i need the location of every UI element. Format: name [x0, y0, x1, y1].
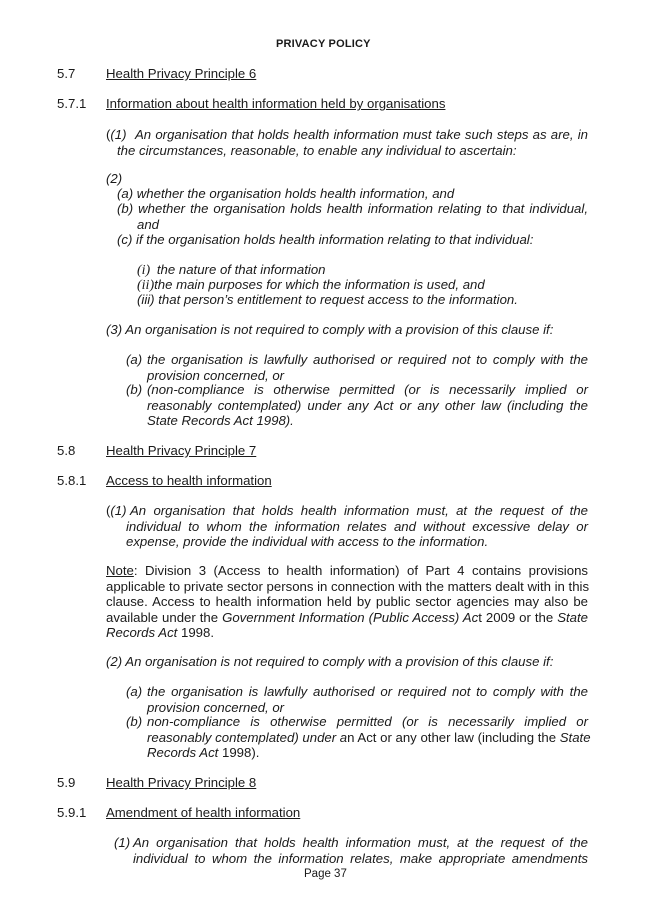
- list-number: (b): [126, 382, 143, 397]
- paragraph-line: [106, 625, 588, 641]
- note-text: available under the: [106, 609, 223, 625]
- clause-paragraph: [126, 503, 588, 550]
- list-text: reasonably contemplated) under a: [147, 729, 348, 745]
- section-number: 5.8: [57, 443, 76, 458]
- act-title: Records Act: [147, 745, 219, 760]
- sub-item-text: the main purposes for which the information is used, and: [154, 277, 485, 292]
- paragraph-line: (non-compliance is otherwise permitted (or is necessarily implied or: [147, 382, 588, 397]
- list-item: [147, 382, 588, 429]
- list-item: (a) whether the organisation holds health information, and: [117, 186, 455, 201]
- list-text: 1998).: [218, 745, 260, 760]
- page-header: PRIVACY POLICY: [276, 38, 371, 50]
- clause-paragraph: (3) An organisation is not required to comply with a provision of this clause if:: [106, 322, 554, 337]
- section-number: 5.7: [57, 66, 76, 81]
- paragraph-line: non-compliance is otherwise permitted (or is necessarily implied or: [147, 714, 588, 729]
- paragraph-line: individual to whom the information relates and without excessive delay or: [126, 518, 588, 534]
- paragraph-line: An organisation that holds health information must take such steps as are, in: [135, 127, 588, 142]
- clause-number: (2): [106, 171, 123, 186]
- paragraph-line: clause. Access to health information held by public sector agencies may also be: [106, 594, 588, 609]
- paragraph-line: [106, 610, 588, 626]
- subsection-heading: Amendment of health information: [106, 805, 301, 820]
- paragraph-line: State Records Act 1998).: [147, 413, 294, 428]
- paragraph-line: An organisation that holds health information must, at the request of the: [130, 503, 588, 518]
- list-item: [147, 684, 588, 715]
- paragraph-line: An organisation that holds health information must, at the request of the: [133, 835, 588, 850]
- paragraph-line: [106, 563, 588, 579]
- sub-list-item: (iii) that person’s entitlement to request access to the information.: [137, 292, 518, 307]
- section-number: 5.9: [57, 775, 76, 790]
- paragraph-line: [147, 729, 591, 746]
- paragraph-line: provision concerned, or: [147, 367, 285, 383]
- subsection-heading: Access to health information: [106, 473, 272, 488]
- subsection-number: 5.8.1: [57, 473, 87, 488]
- list-item: [147, 714, 591, 761]
- paragraph-line: the organisation is lawfully authorised or required not to comply with the: [147, 684, 588, 699]
- sub-item-number: (i): [137, 263, 151, 278]
- paragraph-line: (b) whether the organisation holds health information relating to that individual,: [117, 201, 588, 216]
- paragraph-line: applicable to private sector persons in connection with the matters dealt with in this: [106, 578, 590, 594]
- section-heading: Health Privacy Principle 6: [106, 66, 257, 81]
- subsection-number: 5.7.1: [57, 96, 87, 111]
- note-text: t 2009 or the: [478, 609, 558, 625]
- clause-number-text: (1): [110, 127, 127, 142]
- note-label: Note: [106, 563, 134, 578]
- list-item: [147, 352, 588, 383]
- clause-paragraph: [133, 835, 588, 866]
- sub-item-text: the nature of that information: [156, 262, 326, 277]
- list-text: n Act or any other law (including the: [347, 729, 560, 745]
- act-title: Government Information (Public Access) Ac: [222, 609, 479, 625]
- paragraph-line: and: [137, 216, 160, 232]
- paragraph-line: the organisation is lawfully authorised or required not to comply with the: [147, 352, 588, 367]
- act-title: Records Act: [106, 625, 178, 640]
- clause-number-text: (1): [110, 503, 127, 518]
- clause-paragraph: (2) An organisation is not required to comply with a provision of this clause if:: [106, 654, 554, 669]
- list-number: (a): [126, 352, 143, 367]
- act-title: State: [557, 609, 589, 625]
- paragraph-line: the circumstances, reasonable, to enable any individual to ascertain:: [117, 142, 517, 158]
- clause-number: ((1): [106, 503, 127, 518]
- list-number: (a): [126, 684, 143, 699]
- sub-item-number: (ii): [137, 278, 155, 293]
- clause-number: (1): [114, 835, 131, 850]
- section-heading: Health Privacy Principle 7: [106, 443, 257, 458]
- paragraph-line: expense, provide the individual with access to the information.: [126, 534, 489, 549]
- note-text: 1998.: [177, 625, 215, 640]
- list-item: [117, 201, 588, 232]
- clause-paragraph: [117, 127, 588, 158]
- note-paragraph: [106, 563, 588, 641]
- list-item: (c) if the organisation holds health information relating to that individual:: [117, 232, 534, 247]
- act-title: State: [559, 729, 591, 745]
- paragraph-line: [147, 745, 588, 761]
- subsection-number: 5.9.1: [57, 805, 87, 820]
- paragraph-line: reasonably contemplated) under any Act or any other law (including the: [147, 397, 588, 413]
- paragraph-line: provision concerned, or: [147, 699, 285, 715]
- list-number: (b): [126, 714, 143, 729]
- subsection-heading: Information about health information held by organisations: [106, 96, 446, 111]
- section-heading: Health Privacy Principle 8: [106, 775, 257, 790]
- note-text: : Division 3 (Access to health information) of Part 4 contains provisions: [133, 563, 588, 578]
- clause-number: ((1): [106, 127, 127, 142]
- page-number: Page 37: [304, 868, 347, 880]
- paragraph-line: individual to whom the information relates, make appropriate amendments: [133, 850, 588, 866]
